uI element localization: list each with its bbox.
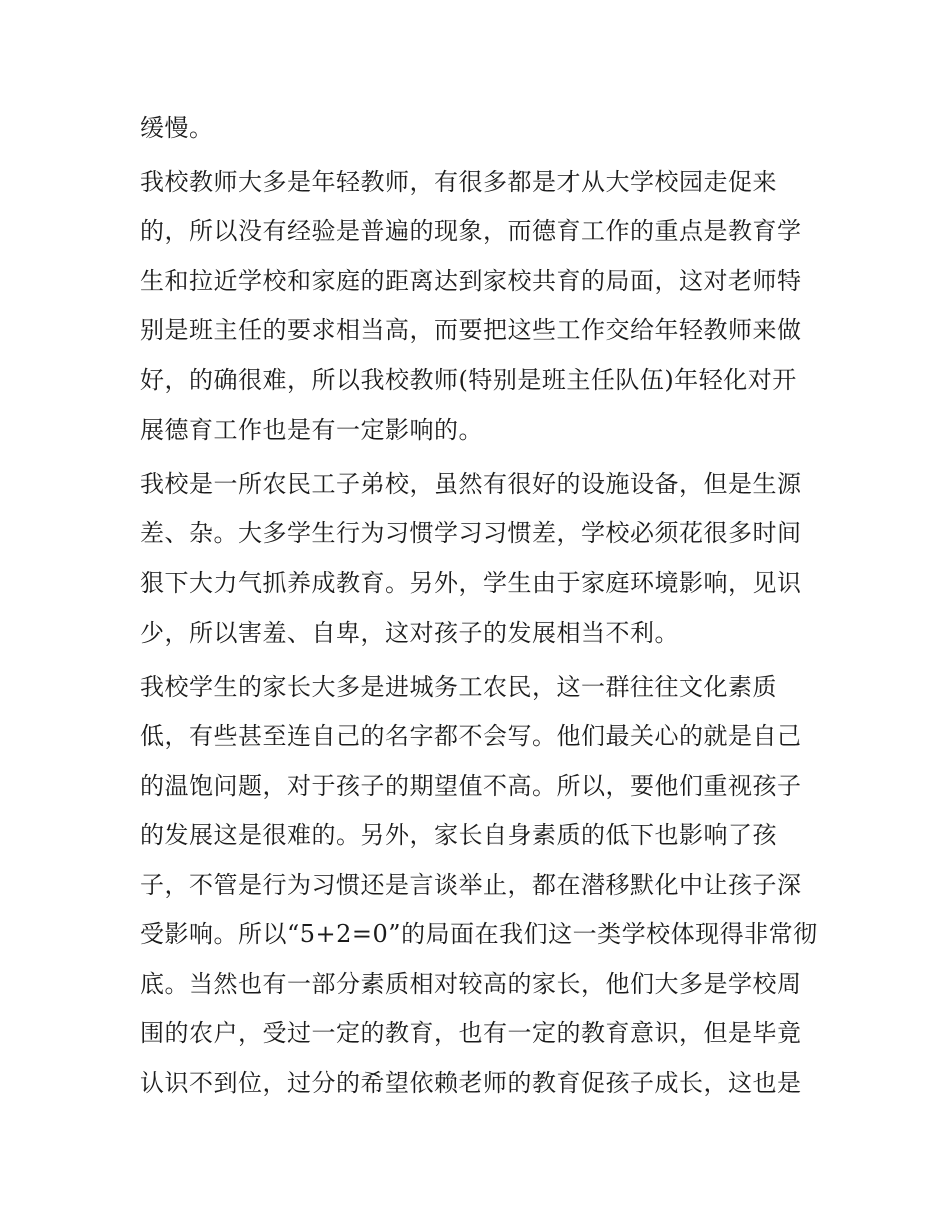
text-line: 生和拉近学校和家庭的距离达到家校共育的局面，这对老师特 bbox=[140, 267, 802, 295]
text-line: 别是班主任的要求相当高，而要把这些工作交给年轻教师来做 bbox=[140, 316, 802, 344]
text-line: 差、杂。大多学生行为习惯学习习惯差，学校必须花很多时间 bbox=[140, 519, 802, 547]
text-line: 围的农户，受过一定的教育，也有一定的教育意识，但是毕竟 bbox=[140, 1019, 802, 1047]
text-line: 受影响。所以“5+2=0”的局面在我们这一类学校体现得非常彻 bbox=[140, 920, 818, 948]
text-line: 狠下大力气抓养成教育。另外，学生由于家庭环境影响，见识 bbox=[140, 569, 802, 597]
text-line: 缓慢。 bbox=[140, 114, 214, 142]
text-line: 的发展这是很难的。另外，家长自身素质的低下也影响了孩 bbox=[140, 821, 777, 849]
text-line: 低，有些甚至连自己的名字都不会写。他们最关心的就是自己 bbox=[140, 722, 802, 750]
text-line: 我校学生的家长大多是进城务工农民，这一群往往文化素质 bbox=[140, 673, 777, 701]
text-line: 我校教师大多是年轻教师，有很多都是才从大学校园走促来 bbox=[140, 168, 777, 196]
text-line: 认识不到位，过分的希望依赖老师的教育促孩子成长，这也是 bbox=[140, 1069, 802, 1097]
text-line: 少，所以害羞、自卑，这对孩子的发展相当不利。 bbox=[140, 619, 679, 647]
text-line: 子，不管是行为习惯还是言谈举止，都在潜移默化中让孩子深 bbox=[140, 871, 802, 899]
text-line: 展德育工作也是有一定影响的。 bbox=[140, 416, 483, 444]
text-line: 的温饱问题，对于孩子的期望值不高。所以，要他们重视孩子 bbox=[140, 772, 802, 800]
text-line: 底。当然也有一部分素质相对较高的家长，他们大多是学校周 bbox=[140, 970, 802, 998]
text-line: 好，的确很难，所以我校教师(特别是班主任队伍)年轻化对开 bbox=[140, 366, 797, 394]
text-line: 我校是一所农民工子弟校，虽然有很好的设施设备，但是生源 bbox=[140, 470, 802, 498]
text-line: 的，所以没有经验是普遍的现象，而德育工作的重点是教育学 bbox=[140, 217, 802, 245]
